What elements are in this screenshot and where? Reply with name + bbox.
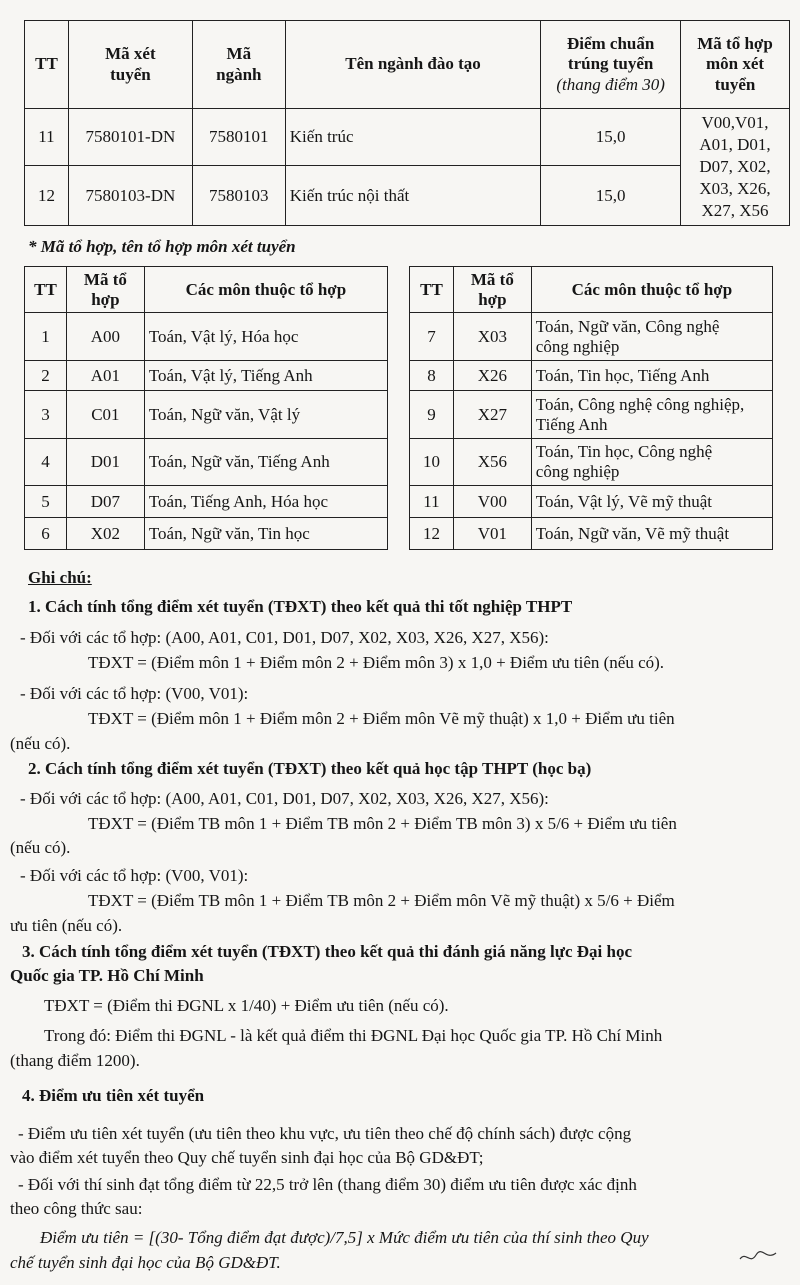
cell-tt: 9 (410, 391, 454, 439)
cell-mon (531, 439, 772, 486)
cell-ma: V01 (453, 518, 531, 550)
cell-ma: V00 (453, 486, 531, 518)
col-header-cac-mon: Các môn thuộc tổ hợp (144, 267, 387, 313)
cell-ma: X02 (66, 518, 144, 550)
cell-tt: 2 (25, 361, 67, 391)
section-1-item-a: - Đối với các tổ hợp: (A00, A01, C01, D01, D07, X02, X03, X26, X27, X56): (20, 628, 549, 647)
table-row (25, 391, 388, 439)
cell-tt: 3 (25, 391, 67, 439)
cell-mon-line: Toán, Công nghệ công nghiệp, (535, 394, 745, 414)
section-3-note-line2: (thang điểm 1200). (10, 1051, 140, 1070)
table-row (25, 518, 388, 550)
section-4-formula-line2: chế tuyển sinh đại học của Bộ GD&ĐT. (10, 1253, 281, 1272)
to-hop-line: V00,V01, (701, 113, 769, 132)
section-2-item-b: - Đối với các tổ hợp: (V00, V01): (20, 866, 249, 885)
cell-mon: Toán, Ngữ văn, Tiếng Anh (144, 439, 387, 486)
section-1-title: 1. Cách tính tổng điểm xét tuyển (TĐXT) theo kết quả thi tốt nghiệp THPT (28, 597, 573, 616)
cell-ma: D07 (66, 486, 144, 518)
notes-title: Ghi chú: (28, 568, 92, 587)
cell-tt: 12 (25, 166, 69, 226)
table-row (25, 166, 790, 226)
subject-combination-caption: * Mã tổ hợp, tên tổ hợp môn xét tuyển (28, 237, 296, 256)
cell-mon (531, 391, 772, 439)
col-header-ma-to-hop: Mã tổ hợp (66, 267, 144, 313)
section-3-note-line1: Trong đó: Điểm thi ĐGNL - là kết quả điểm thi ĐGNL Đại học Quốc gia TP. Hồ Chí Minh (44, 1026, 663, 1045)
cell-ma-xet-tuyen: 7580101-DN (68, 109, 192, 166)
cell-ma: A01 (66, 361, 144, 391)
cell-ma: X27 (453, 391, 531, 439)
cell-tt: 1 (25, 313, 67, 361)
section-2-formula-a-cont: (nếu có). (10, 838, 71, 857)
cell-diem: 15,0 (541, 109, 681, 166)
section-4-item-b-line1: - Đối với thí sinh đạt tổng điểm từ 22,5 trở lên (thang điểm 30) điểm ưu tiên được xác định (18, 1175, 637, 1194)
cell-mon-line: công nghiệp (535, 336, 620, 356)
to-hop-line: X27, X56 (701, 201, 769, 220)
cell-ma: X56 (453, 439, 531, 486)
cell-mon: Toán, Vật lý, Tiếng Anh (144, 361, 387, 391)
col-header-tt: TT (25, 267, 67, 313)
cell-ma: D01 (66, 439, 144, 486)
section-3-title-line2: Quốc gia TP. Hồ Chí Minh (10, 966, 204, 985)
table-row (25, 361, 388, 391)
section-1-formula-b-cont: (nếu có). (10, 734, 71, 753)
to-hop-line: X03, X26, (699, 179, 771, 198)
table-row (410, 518, 773, 550)
cell-tt: 10 (410, 439, 454, 486)
col-header-ma-nganh: Mã ngành (192, 21, 285, 109)
cell-mon: Toán, Ngữ văn, Tin học (144, 518, 387, 550)
section-3-title-line1: 3. Cách tính tổng điểm xét tuyển (TĐXT) theo kết quả thi đánh giá năng lực Đại học (22, 942, 632, 961)
cell-ten-nganh: Kiến trúc nội thất (285, 166, 540, 226)
col-header-cac-mon: Các môn thuộc tổ hợp (531, 267, 772, 313)
section-4-formula-line1: Điểm ưu tiên = [(30- Tổng điểm đạt được)/7,5] x Mức điểm ưu tiên của thí sinh theo Quy (40, 1228, 649, 1247)
cell-ma: A00 (66, 313, 144, 361)
table-row (410, 313, 773, 361)
subject-header-row (410, 267, 773, 313)
cell-tt: 8 (410, 361, 454, 391)
subject-header-row (25, 267, 388, 313)
cell-mon (531, 313, 772, 361)
diem-chuan-label: Điểm chuẩn trúng tuyển (566, 33, 655, 74)
section-2-title: 2. Cách tính tổng điểm xét tuyển (TĐXT) theo kết quả học tập THPT (học bạ) (28, 759, 592, 778)
cell-tt: 11 (410, 486, 454, 518)
cell-mon: Toán, Vật lý, Hóa học (144, 313, 387, 361)
cell-mon-line: Tiếng Anh (535, 414, 608, 434)
col-header-tt: TT (25, 21, 69, 109)
subject-table-left (24, 266, 388, 550)
col-header-tt: TT (410, 267, 454, 313)
section-4-item-a-line2: vào điểm xét tuyển theo Quy chế tuyển sinh đại học của Bộ GD&ĐT; (10, 1148, 484, 1167)
cell-tt: 5 (25, 486, 67, 518)
cell-ma: X26 (453, 361, 531, 391)
section-1-formula-a: TĐXT = (Điểm môn 1 + Điểm môn 2 + Điểm môn 3) x 1,0 + Điểm ưu tiên (nếu có). (88, 653, 665, 672)
cell-ma-xet-tuyen: 7580103-DN (68, 166, 192, 226)
col-header-ma-to-hop: Mã tổ hợp (453, 267, 531, 313)
col-header-ten-nganh: Tên ngành đào tạo (285, 21, 540, 109)
table-row (25, 109, 790, 166)
cell-ma-nganh: 7580103 (192, 166, 285, 226)
cell-mon-line: công nghiệp (535, 462, 620, 481)
cell-ma-to-hop (681, 109, 790, 226)
section-2-formula-b: TĐXT = (Điểm TB môn 1 + Điểm TB môn 2 + Điểm môn Vẽ mỹ thuật) x 5/6 + Điểm (88, 891, 675, 910)
cell-ma: X03 (453, 313, 531, 361)
signature-mark (738, 1247, 778, 1267)
section-2-formula-a: TĐXT = (Điểm TB môn 1 + Điểm TB môn 2 + Điểm TB môn 3) x 5/6 + Điểm ưu tiên (88, 814, 677, 833)
section-4-item-a-line1: - Điểm ưu tiên xét tuyển (ưu tiên theo khu vực, ưu tiên theo chế độ chính sách) được cộng (18, 1124, 632, 1143)
table-row (25, 439, 388, 486)
cell-mon: Toán, Ngữ văn, Vật lý (144, 391, 387, 439)
admission-score-table (24, 20, 790, 226)
table-header-row (25, 21, 790, 109)
cell-mon: Toán, Vật lý, Vẽ mỹ thuật (531, 486, 772, 518)
section-2-item-a: - Đối với các tổ hợp: (A00, A01, C01, D01, D07, X02, X03, X26, X27, X56): (20, 789, 549, 808)
table-row (410, 439, 773, 486)
cell-tt: 11 (25, 109, 69, 166)
cell-mon: Toán, Tin học, Tiếng Anh (531, 361, 772, 391)
section-3-formula: TĐXT = (Điểm thi ĐGNL x 1/40) + Điểm ưu tiên (nếu có). (44, 996, 449, 1015)
section-2-formula-b-cont: ưu tiên (nếu có). (10, 916, 123, 935)
table-row (410, 361, 773, 391)
cell-ma: C01 (66, 391, 144, 439)
cell-tt: 7 (410, 313, 454, 361)
cell-diem: 15,0 (541, 166, 681, 226)
table-row (410, 486, 773, 518)
thang-diem-label: (thang điểm 30) (556, 74, 665, 94)
cell-tt: 12 (410, 518, 454, 550)
section-1-item-b: - Đối với các tổ hợp: (V00, V01): (20, 684, 249, 703)
table-row (25, 486, 388, 518)
col-header-ma-to-hop: Mã tổ hợp môn xét tuyển (681, 21, 790, 109)
col-header-diem-chuan (541, 21, 681, 109)
table-row (25, 313, 388, 361)
cell-mon-line: Toán, Tin học, Công nghệ (535, 442, 713, 462)
table-row (410, 391, 773, 439)
section-1-formula-b: TĐXT = (Điểm môn 1 + Điểm môn 2 + Điểm môn Vẽ mỹ thuật) x 1,0 + Điểm ưu tiên (88, 709, 675, 728)
cell-ten-nganh: Kiến trúc (285, 109, 540, 166)
cell-mon: Toán, Tiếng Anh, Hóa học (144, 486, 387, 518)
cell-ma-nganh: 7580101 (192, 109, 285, 166)
cell-tt: 4 (25, 439, 67, 486)
to-hop-line: D07, X02, (699, 157, 771, 176)
section-4-item-b-line2: theo công thức sau: (10, 1199, 143, 1218)
cell-mon-line: Toán, Ngữ văn, Công nghệ (535, 316, 720, 336)
section-4-title: 4. Điểm ưu tiên xét tuyển (22, 1086, 205, 1105)
col-header-ma-xet-tuyen: Mã xét tuyển (68, 21, 192, 109)
to-hop-line: A01, D01, (699, 135, 771, 154)
cell-mon: Toán, Ngữ văn, Vẽ mỹ thuật (531, 518, 772, 550)
subject-table-right (409, 266, 773, 550)
cell-tt: 6 (25, 518, 67, 550)
